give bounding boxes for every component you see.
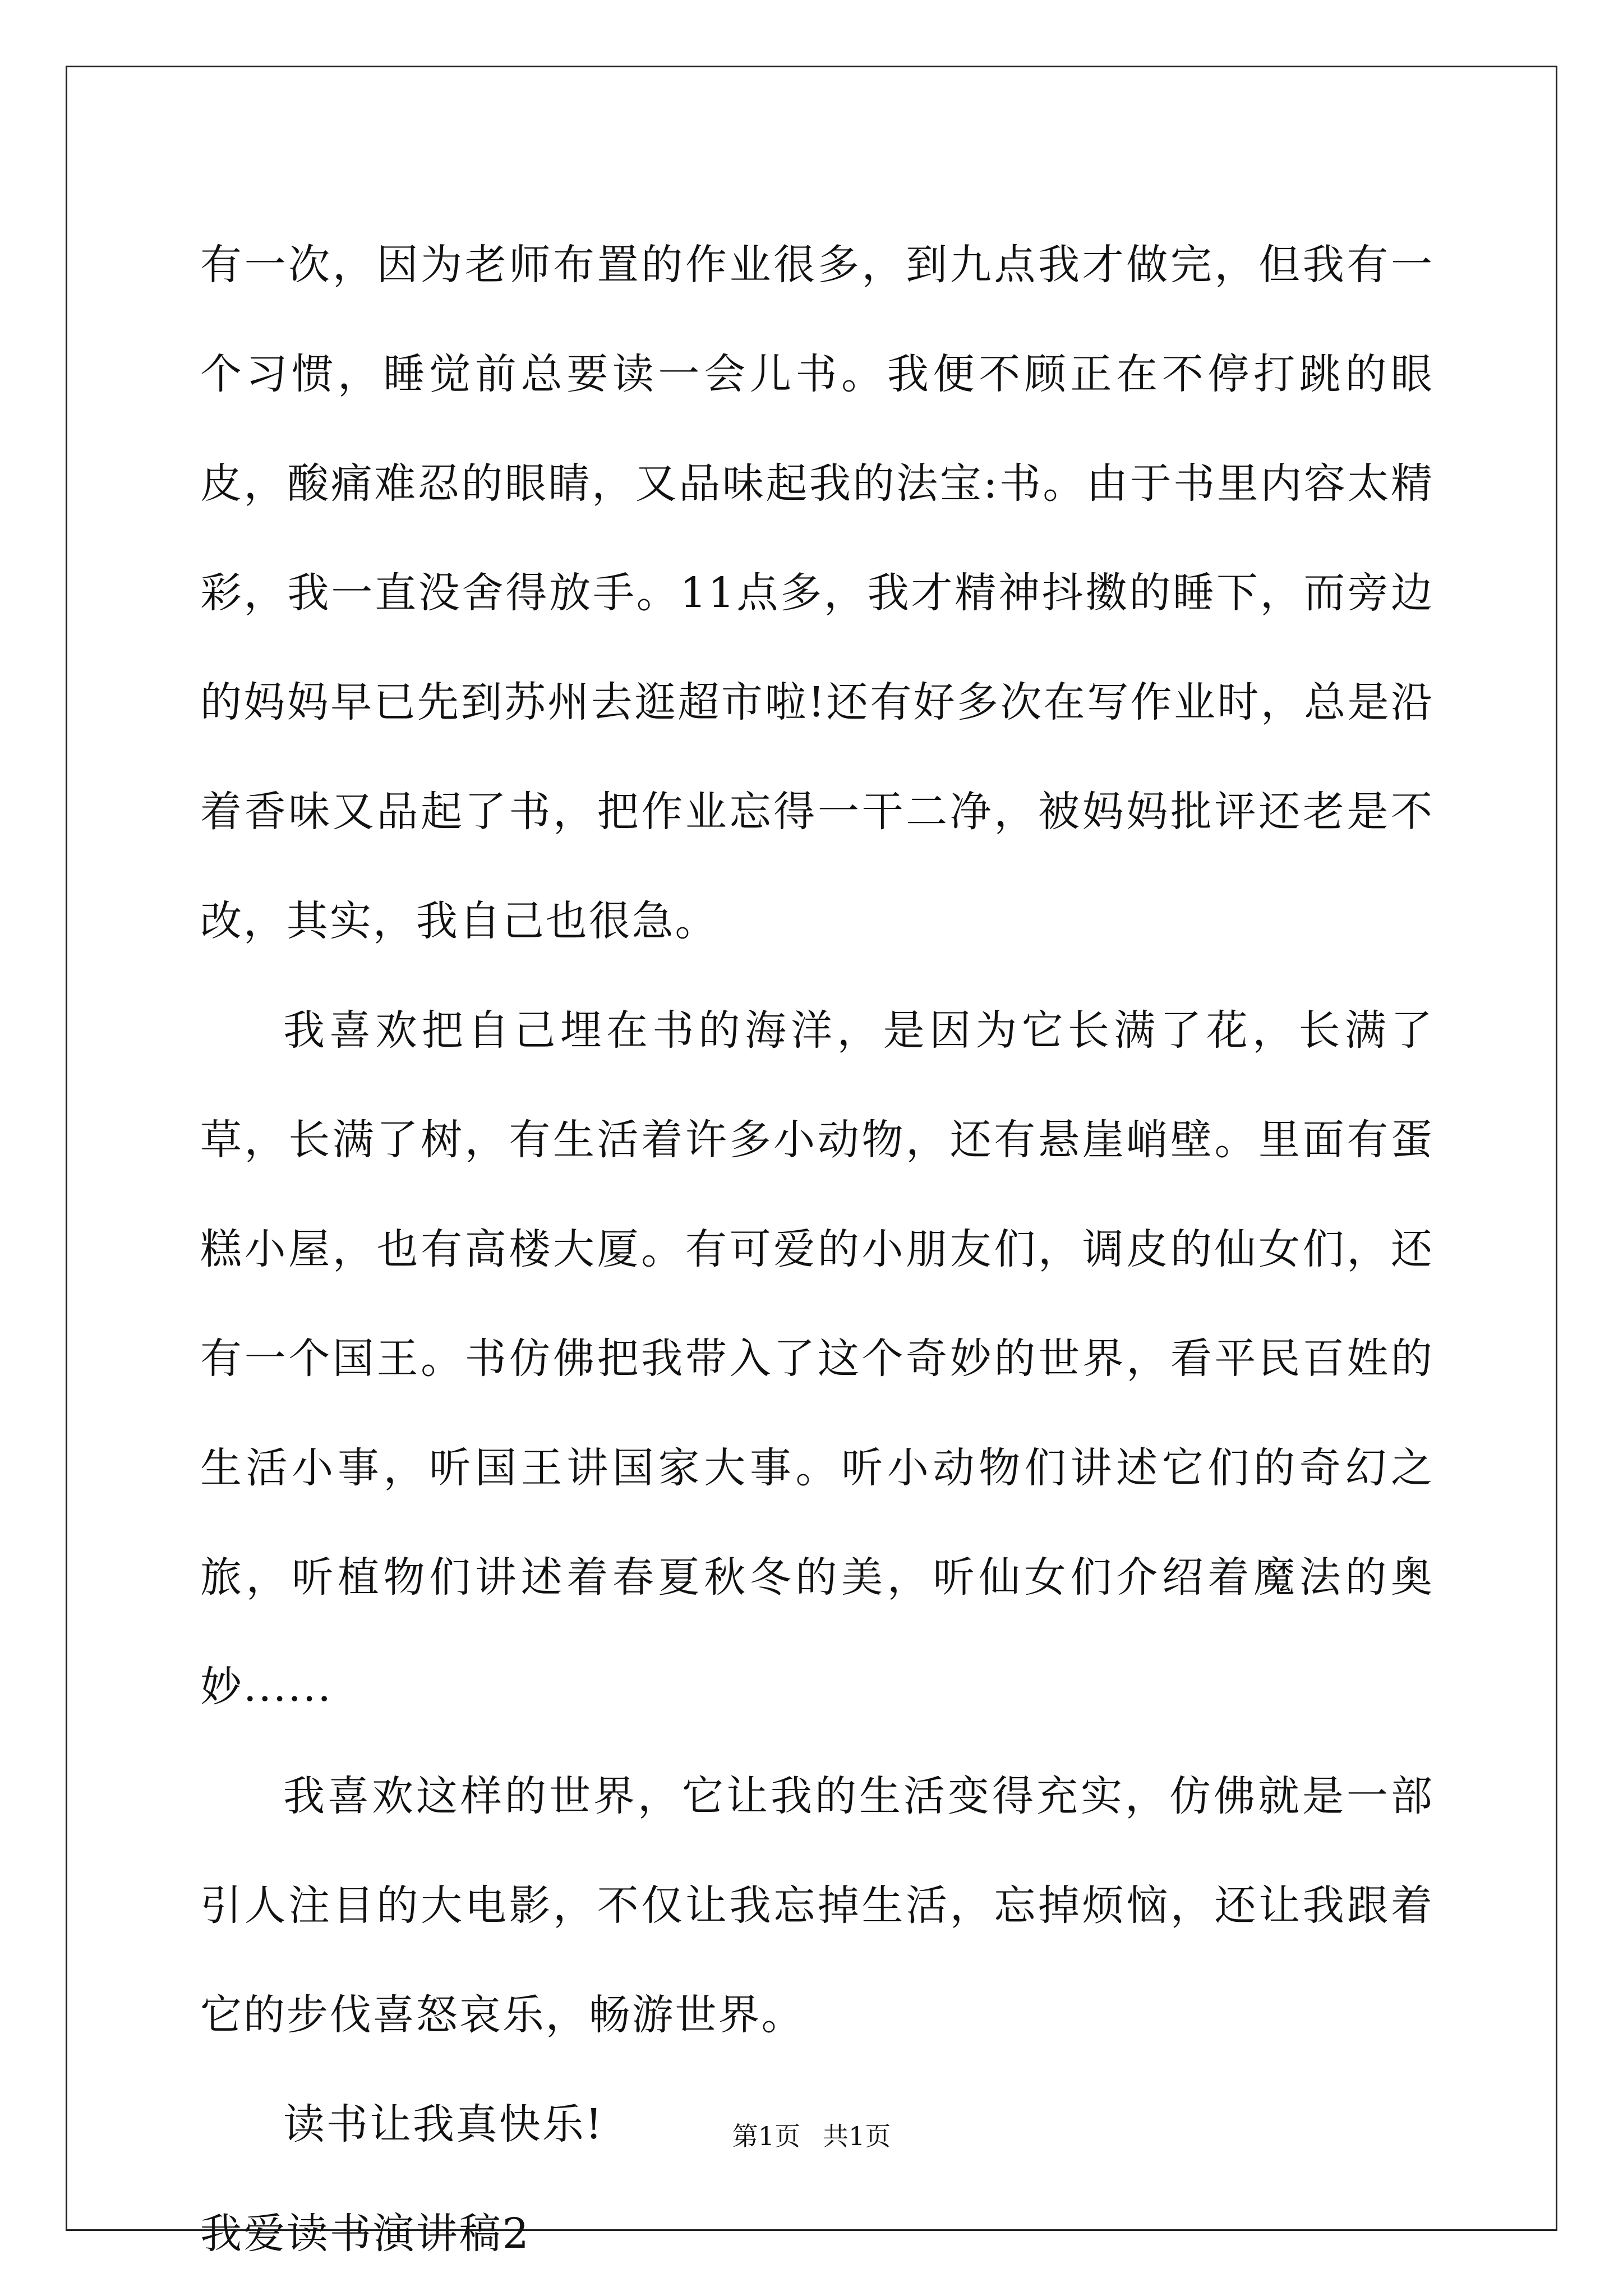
page-total: 共1页	[823, 2121, 891, 2151]
paragraph-2: 我喜欢把自己埋在书的海洋，是因为它长满了花，长满了草，长满了树，有生活着许多小动物，还有悬崖峭壁。里面有蛋糕小屋，也有高楼大厦。有可爱的小朋友们，调皮的仙女们，还有一个国王。书仿佛把我带入了这个奇妙的世界，看平民百姓的生活小事，听国王讲国家大事。听小动物们讲述它们的奇幻之旅，听植物们讲述着春夏秋冬的美，听仙女们介绍着魔法的奥妙......	[200, 1006, 1434, 1711]
document-body	[200, 210, 1434, 2289]
paragraph-1: 有一次，因为老师布置的作业很多，到九点我才做完，但我有一个习惯，睡觉前总要读一会儿书。我便不顾正在不停打跳的眼皮，酸痛难忍的眼睛，又品味起我的法宝:书。由于书里内容太精彩，我一直没舍得放手。11点多，我才精神抖擞的睡下，而旁边的妈妈早已先到苏州去逛超市啦!还有好多次在写作业时，总是沿着香味又品起了书，把作业忘得一干二净，被妈妈批评还老是不改，其实，我自己也很急。	[200, 241, 1434, 945]
section-title: 我爱读书演讲稿2	[200, 2210, 531, 2258]
page-footer	[0, 2119, 1623, 2153]
page-number: 第1页	[732, 2121, 800, 2151]
paragraph-4: 读书让我真快乐!	[283, 2100, 604, 2148]
paragraph-3: 我喜欢这样的世界，它让我的生活变得充实，仿佛就是一部引人注目的大电影，不仅让我忘掉生活，忘掉烦恼，还让我跟着它的步伐喜怒哀乐，畅游世界。	[200, 1772, 1434, 2039]
